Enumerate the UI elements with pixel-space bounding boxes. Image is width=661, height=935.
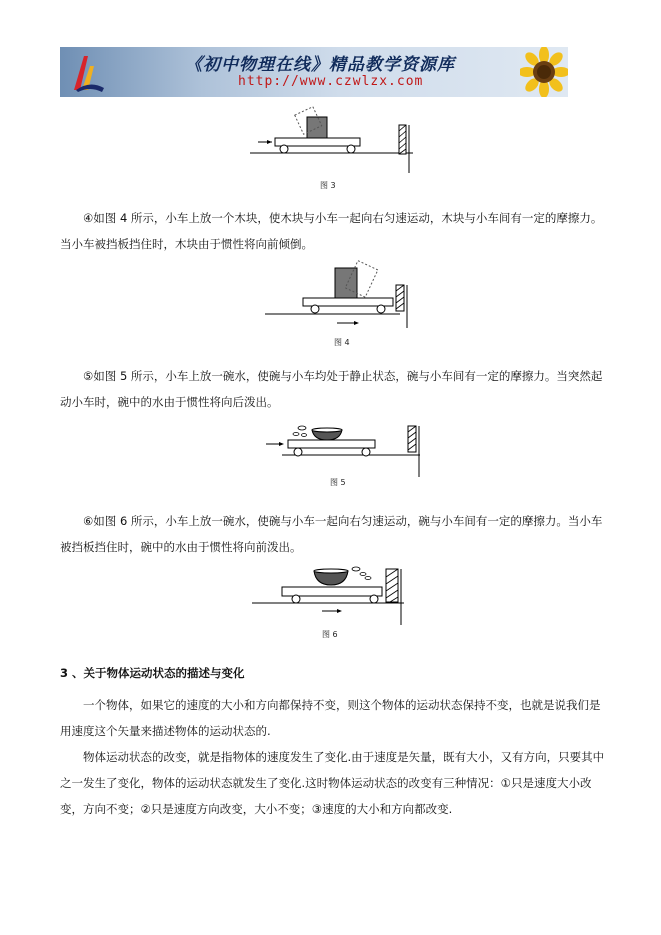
paragraph-6: ⑥如图 6 所示，小车上放一碗水，使碗与小车一起向右匀速运动，碗与小车间有一定的摩擦力。当小车被挡板挡住时，碗中的水由于惯性将向前泼出。 bbox=[60, 514, 603, 554]
section-paragraph-1: 一个物体，如果它的速度的大小和方向都保持不变，则这个物体的运动状态保持不变，也就是说我们是用速度这个矢量来描述物体的运动状态的. bbox=[60, 698, 601, 738]
figure-4-caption: 图 4 bbox=[334, 338, 350, 347]
banner-url[interactable]: http://www.czwlzx.com bbox=[238, 74, 424, 89]
figure-6-caption: 图 6 bbox=[322, 630, 338, 639]
figure-5-caption: 图 5 bbox=[330, 478, 346, 487]
header-banner bbox=[60, 47, 568, 97]
site-logo bbox=[68, 50, 108, 94]
section-heading: 3 、关于物体运动状态的描述与变化 bbox=[60, 666, 245, 680]
figure-3-diagram bbox=[250, 105, 420, 175]
sunflower-icon bbox=[520, 47, 568, 97]
paragraph-4: ④如图 4 所示，小车上放一个木块，使木块与小车一起向右匀速运动，木块与小车间有一定的摩擦力。当小车被挡板挡住时，木块由于惯性将向前倾倒。 bbox=[60, 211, 603, 251]
figure-4-diagram bbox=[265, 258, 425, 330]
paragraph-5: ⑤如图 5 所示，小车上放一碗水，使碗与小车均处于静止状态，碗与小车间有一定的摩擦力。当突然起动小车时，碗中的水由于惯性将向后泼出。 bbox=[60, 369, 603, 409]
figure-6-diagram bbox=[252, 563, 412, 625]
figure-5-diagram bbox=[260, 422, 425, 477]
figure-3-caption: 图 3 bbox=[320, 181, 336, 190]
section-paragraph-2: 物体运动状态的改变，就是指物体的速度发生了变化.由于速度是矢量，既有大小，又有方向，只要其中之一发生了变化，物体的运动状态就发生了变化.这时物体运动状态的改变有三种情况：①只是速度大小改变，方向不变；②只是速度方向改变，大小不变；③速度的大小和方向都改变. bbox=[60, 750, 605, 816]
banner-title: 《初中物理在线》精品教学资源库 bbox=[185, 55, 455, 75]
